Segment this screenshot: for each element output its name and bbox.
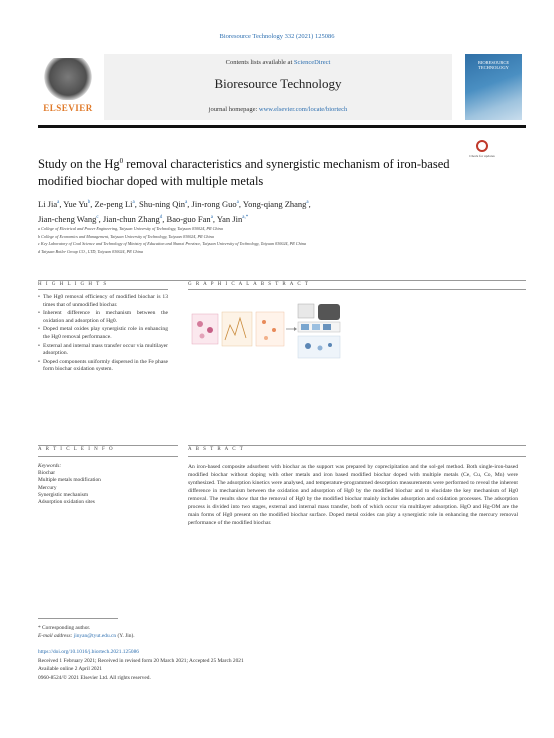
homepage-link[interactable]: www.elsevier.com/locate/biortech [258, 106, 348, 113]
email-link[interactable]: jinyan@tyut.edu.cn [73, 633, 117, 639]
highlights-rule [38, 289, 168, 290]
author-list: Li Jia$^a$, Yue Yu$^b$, Ze-peng Li$^a$, Shu-ning Qin$^a$, Jin-rong Guo$^a$, Yong-qiang Zhang$^a$, Jian-cheng Wang$^c$, Jian-chun Zhang$^d$, Bao-guo Fan$^a$, Yan Jin$^{a,*}$ [38, 198, 311, 224]
keyword: Synergistic mechanism [38, 491, 89, 498]
publisher-name: ELSEVIER [43, 103, 93, 113]
publication-info [38, 648, 438, 683]
footnote [38, 624, 338, 640]
highlight-item: • Doped components uniformly dispersed in the Fe phase form biochar oxidation system. [38, 359, 168, 374]
check-updates-icon [476, 140, 488, 152]
affiliations [38, 225, 508, 255]
check-updates-label: Check for updates [469, 154, 495, 158]
affiliation: a College of Electrical and Power Engineering, Taiyuan University of Technology, Taiyuan 030024, PR China [38, 226, 223, 231]
sciencedirect-link[interactable]: ScienceDirect [293, 59, 331, 66]
graphical-abstract-figure[interactable] [190, 300, 344, 362]
keyword: Multiple metals modification [38, 477, 101, 484]
journal-homepage: journal homepage: www.elsevier.com/locate/biortech [208, 106, 348, 113]
journal-reference[interactable]: Bioresource Technology 332 (2021) 125086 [219, 33, 335, 40]
abstract-heading: A B S T R A C T [188, 447, 245, 452]
elsevier-logo [38, 54, 98, 118]
header-rule [38, 125, 526, 128]
abstract-rule [188, 456, 526, 457]
abstract-text: An iron-based composite adsorbent with biochar as the support was prepared by coprecipitation and the sol-gel method. Both single-iron-based modified biochar without doping with other metals and iron based modified biochar doped with multiple metals (Ce, Cu, Co, Mn) were synthesized. The adsorption kinetics were analysed, and temperature-programmed desorption measurements were performed to reveal the inherent difference in mechanism between the oxidation and adsorption of Hg0 by the modified biochar and to elucidate the key mechanism of Hg0 removal. The results show that the removal of Hg0 by the modified biochar mainly includes adsorption and oxidation processes. The adsorption process is divided into two stages, external and internal mass transfer, both of which occur via multilayer adsorption. HgO and Hg-OM are the main forms of Hg0 present on the modified biochar surface. Doped metal oxides can play a synergistic role in enhancing the mercury removal performance of the modified biochar. [188, 464, 518, 527]
elsevier-tree-icon [44, 58, 92, 100]
doi-link[interactable]: https://doi.org/10.1016/j.biortech.2021.125086 [38, 649, 139, 655]
author[interactable]: Yong-qiang Zhang$^a$ [242, 198, 309, 209]
contents-line: Contents lists available at ScienceDirect [225, 59, 331, 66]
keyword: Adsorption oxidation sites [38, 499, 95, 506]
cover-title: BIORESOURCE TECHNOLOGY [477, 60, 510, 70]
author[interactable]: Jin-rong Guo$^a$ [191, 198, 239, 209]
journal-header [104, 54, 452, 120]
author[interactable]: Jian-cheng Wang$^c$ [38, 213, 99, 224]
email-line: E-mail address: jinyan@tyut.edu.cn (Y. Jin). [38, 633, 135, 639]
graphical-abstract-rule [188, 289, 526, 290]
author[interactable]: Li Jia$^a$ [38, 198, 60, 209]
available-online: Available online 2 April 2021 [38, 666, 102, 673]
check-for-updates-button[interactable] [468, 140, 496, 162]
copyright: 0960-8524/© 2021 Elsevier Ltd. All rights reserved. [38, 675, 151, 682]
author[interactable]: Shu-ning Qin$^a$ [139, 198, 188, 209]
section-divider [38, 280, 526, 281]
highlight-item: • External and internal mass transfer occur via multilayer adsorption. [38, 343, 168, 358]
keyword: Biochar [38, 470, 56, 477]
article-title: Study on the Hg$^0$ removal characteristics and synergistic mechanism of iron-based modified biochar doped with multiple metals [38, 157, 450, 189]
article-info-heading: A R T I C L E I N F O [38, 447, 115, 452]
corresponding-author-note: * Corresponding author. [38, 625, 91, 631]
graphical-abstract-heading: G R A P H I C A L A B S T R A C T [188, 282, 310, 287]
affiliation: b College of Economics and Management, Taiyuan University of Technology, Taiyuan 030024, PR China [38, 233, 214, 239]
highlight-item: • Doped metal oxides play synergistic role in enhancing the Hg0 removal performance. [38, 326, 168, 341]
author[interactable]: Jian-chun Zhang$^d$ [102, 213, 163, 224]
author[interactable]: Ze-peng Li$^a$ [94, 198, 135, 209]
affiliation: c Key Laboratory of Coal Science and Technology of Ministry of Education and Shanxi Province, Taiyuan University of Technology, Taiyuan 030024, PR China [38, 241, 307, 246]
affiliation: d Taiyuan Boiler Group CO., LTD, Taiyuan 030024, PR China [38, 248, 143, 254]
highlights-list [38, 294, 168, 375]
footnote-rule [38, 618, 118, 619]
highlights-heading: H I G H L I G H T S [38, 282, 108, 287]
journal-title: Bioresource Technology [214, 76, 342, 91]
author[interactable]: Bao-guo Fan$^a$ [166, 213, 213, 224]
journal-cover [465, 54, 522, 120]
highlight-item: • The Hg0 removal efficiency of modified biochar is 13 times that of unmodified biochar. [38, 294, 168, 309]
author[interactable]: Yue Yu$^b$ [63, 198, 91, 209]
keyword: Mercury [38, 484, 57, 491]
highlight-item: • Inherent difference in mechanism between the oxidation and adsorption of Hg0. [38, 310, 168, 325]
author[interactable]: Yan Jin$^{a,*}$ [216, 213, 249, 224]
abstract-top-rule [188, 445, 526, 446]
received-dates: Received 1 February 2021; Received in revised form 20 March 2021; Accepted 25 March 2021 [38, 657, 244, 664]
article-info-rule [38, 456, 178, 457]
keywords-label: Keywords: [38, 463, 62, 469]
article-info-top-rule [38, 445, 178, 446]
keywords-block [38, 463, 178, 506]
